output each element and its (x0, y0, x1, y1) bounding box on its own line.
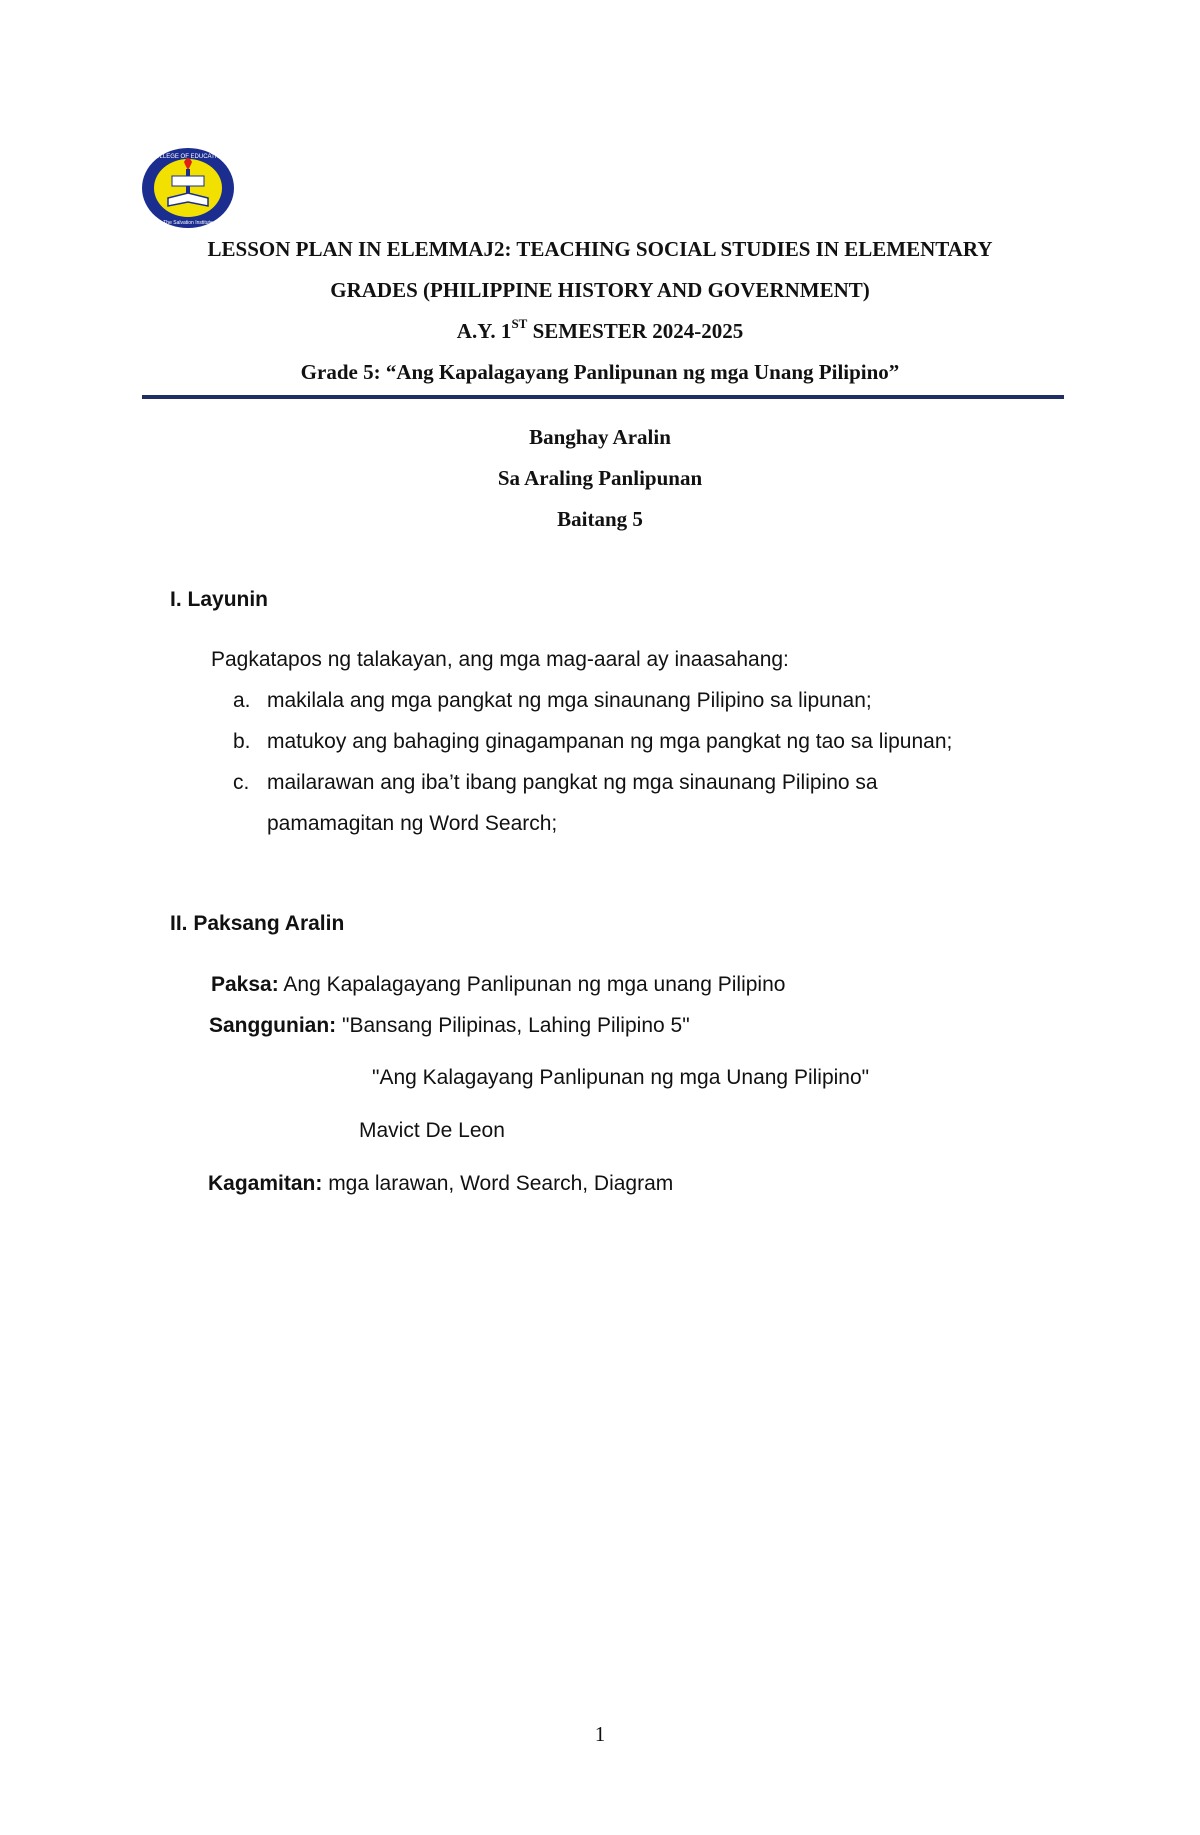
logo-ring-text: COLLEGE OF EDUCATION (150, 154, 226, 160)
section-layunin-heading: I. Layunin (170, 588, 269, 611)
layunin-intro: Pagkatapos ng talakayan, ang mga mag-aaral ay inaasahang: (211, 648, 789, 671)
grade-line: Grade 5: “Ang Kapalagayang Panlipunan ng mga Unang Pilipino” (300, 360, 900, 384)
plan-title-1: Banghay Aralin (529, 425, 671, 449)
objective-marker-c: c. (233, 771, 250, 794)
kagamitan-value: mga larawan, Word Search, Diagram (322, 1172, 674, 1195)
paksa-label: Paksa: (211, 973, 279, 996)
sanggunian-label: Sanggunian: (209, 1014, 337, 1037)
paksa-line (211, 973, 785, 997)
title-line-2: GRADES (PHILIPPINE HISTORY AND GOVERNMENT) (330, 278, 870, 302)
sanggunian-line-2: "Ang Kalagayang Panlipunan ng mga Unang Pilipino" (372, 1066, 870, 1089)
sanggunian-author: Mavict De Leon (359, 1119, 505, 1142)
objective-text-b: matukoy ang bahaging ginagampanan ng mga pangkat ng tao sa lipunan; (267, 730, 953, 753)
header-rule (142, 395, 1064, 399)
plan-title-2: Sa Araling Panlipunan (497, 466, 703, 490)
sanggunian-line (209, 1014, 690, 1038)
objective-text-c: mailarawan ang iba’t ibang pangkat ng mga sinaunang Pilipino sa (267, 771, 878, 794)
plan-title-3: Baitang 5 (557, 507, 643, 531)
kagamitan-label: Kagamitan: (208, 1172, 323, 1195)
title-line-1: LESSON PLAN IN ELEMMAJ2: TEACHING SOCIAL STUDIES IN ELEMENTARY (207, 237, 993, 261)
objective-text-a: makilala ang mga pangkat ng mga sinaunang Pilipino sa lipunan; (267, 689, 872, 712)
page-number: 1 (594, 1722, 606, 1746)
ay-prefix: A.Y. 1 (456, 319, 512, 343)
ay-superscript: ST (511, 316, 528, 331)
logo-bottom-text: The Salvation Institute (163, 220, 213, 226)
section-paksang-aralin-heading: II. Paksang Aralin (170, 912, 345, 935)
ay-suffix: SEMESTER 2024-2025 (527, 319, 744, 343)
academic-year (0, 316, 1200, 344)
objective-marker-b: b. (233, 730, 251, 753)
college-logo (140, 146, 236, 230)
paksa-value: Ang Kapalagayang Panlipunan ng mga unang Pilipino (278, 973, 786, 996)
objective-marker-a: a. (233, 689, 251, 712)
sanggunian-value: "Bansang Pilipinas, Lahing Pilipino 5" (336, 1014, 690, 1037)
kagamitan-line (208, 1172, 673, 1196)
objective-text-c-cont: pamamagitan ng Word Search; (267, 812, 558, 835)
